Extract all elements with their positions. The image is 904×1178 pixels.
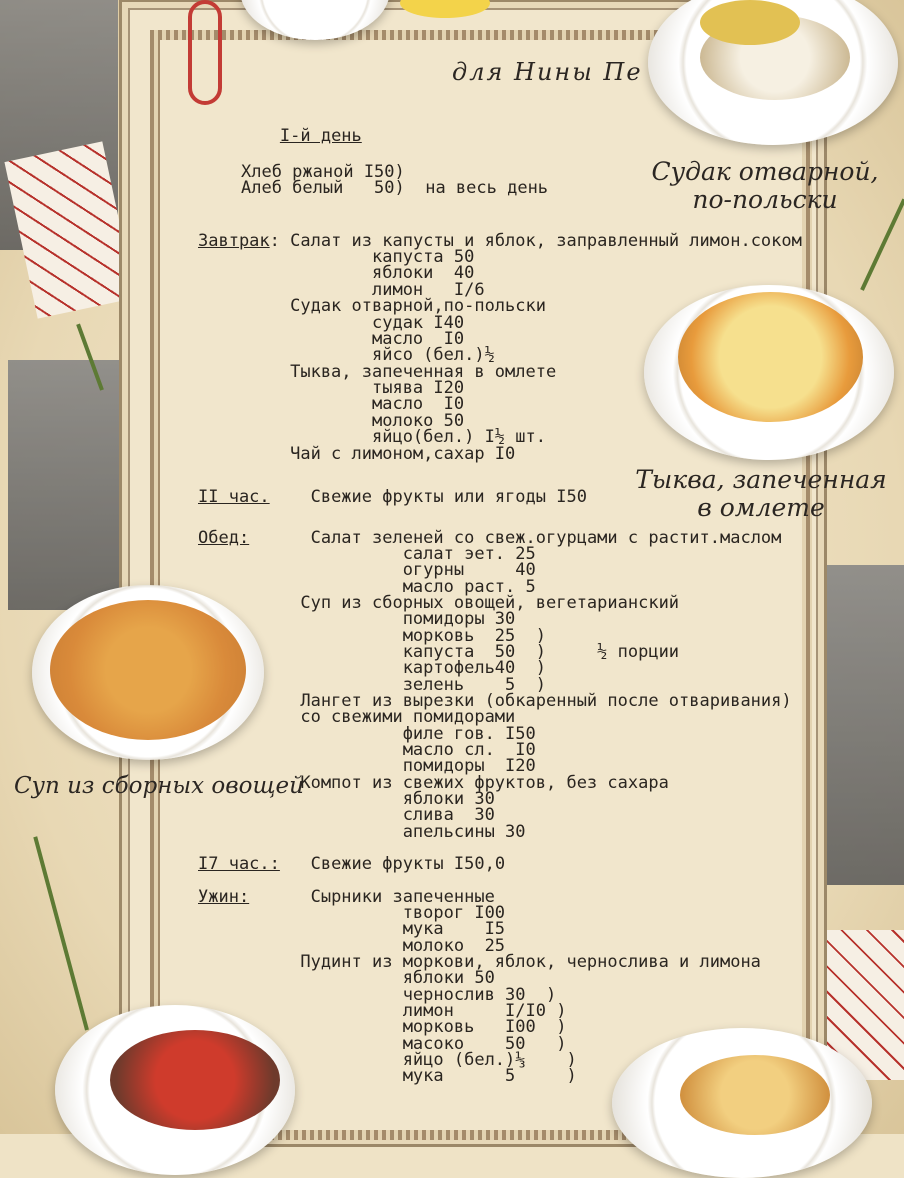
menu-line: огурны 40 <box>198 560 536 580</box>
left-photo-woman <box>8 360 120 610</box>
menu-line: Чай с лимоном,сахар I0 <box>198 444 516 464</box>
menu-line: Компот из свежих фруктов, без сахара <box>198 773 669 793</box>
menu-line: масло раст. 5 <box>198 577 536 597</box>
menu-line: молоко 25 <box>198 936 506 956</box>
menu-line: яйсо (бел.)½ <box>198 345 495 365</box>
menu-line: лимон I/6 <box>198 280 485 300</box>
menu-line: яблоки 40 <box>198 263 475 283</box>
menu-line: морковь I00 ) <box>198 1017 567 1037</box>
menu-line: филе гов. I50 <box>198 724 536 744</box>
menu-line: тыява I20 <box>198 378 465 398</box>
dedication-text: для Нины Пе <box>452 58 643 86</box>
menu-line: зелень 5 ) <box>198 675 546 695</box>
menu-line: Лангет из вырезки (обкаренный после отваривания) <box>198 691 792 711</box>
menu-line: лимон I/I0 ) <box>198 1001 567 1021</box>
menu-line: судак I40 <box>198 313 465 333</box>
menu-line: яблоки 50 <box>198 968 495 988</box>
caption-tykva-line1: Тыква, запеченная <box>635 465 887 494</box>
caption-sudak-line2: по-польски <box>692 185 838 214</box>
menu-line: помидоры I20 <box>198 756 536 776</box>
menu-line: масло I0 <box>198 394 465 414</box>
potatoes-icon <box>700 0 800 45</box>
menu-line: апельсины 30 <box>198 822 526 842</box>
menu-line: морковь 25 ) <box>198 626 546 646</box>
pumpkin-omelet-icon <box>678 292 863 422</box>
menu-line: I7 час.: Свежие фрукты I50,0 <box>198 854 506 874</box>
menu-line: Ужин: Сырники запеченные <box>198 887 495 907</box>
caption-sup: Суп из сборных овощей <box>14 773 304 799</box>
menu-line: молоко 50 <box>198 411 465 431</box>
menu-line: чернослив 30 ) <box>198 985 557 1005</box>
paperclip-icon <box>188 0 222 105</box>
menu-line: II час. Свежие фрукты или ягоды I50 <box>198 487 587 507</box>
menu-line: масло сл. I0 <box>198 740 536 760</box>
menu-line: слива 30 <box>198 805 495 825</box>
menu-line: мука I5 <box>198 919 506 939</box>
menu-line: Тыква, запеченная в омлете <box>198 362 557 382</box>
menu-line: со свежими помидорами <box>198 707 516 727</box>
menu-line: Судак отварной,по-польски <box>198 296 546 316</box>
caption-tykva-line2: в омлете <box>697 493 825 522</box>
menu-line: Обед: Салат зеленей со свеж.огурцами с растит.маслом <box>198 528 782 548</box>
menu-line: Завтрак: Салат из капусты и яблок, заправленный лимон.соком <box>198 231 802 251</box>
menu-line: яйцо(бел.) I½ шт. <box>198 427 546 447</box>
menu-line: картофель40 ) <box>198 658 546 678</box>
right-photo-woman <box>822 565 904 885</box>
syrniki-icon <box>680 1055 830 1135</box>
menu-line: Суп из сборных овощей, вегетарианский <box>198 593 680 613</box>
menu-line: яблоки 30 <box>198 789 495 809</box>
menu-line: капуста 50 <box>198 247 475 267</box>
caption-sudak-line1: Судак отварной, <box>651 157 879 186</box>
menu-line: масло I0 <box>198 329 465 349</box>
menu-line: творог I00 <box>198 903 506 923</box>
menu-line: Алеб белый 50) на весь день <box>241 178 549 198</box>
menu-line: Пудинт из моркови, яблок, чернослива и лимона <box>198 952 761 972</box>
menu-line: салат эет. 25 <box>198 544 536 564</box>
menu-line: яйцо (бел.)⅓ ) <box>198 1050 577 1070</box>
menu-line: Хлеб ржаной I50) <box>241 162 405 182</box>
menu-line: помидоры 30 <box>198 609 516 629</box>
menu-line: масоко 50 ) <box>198 1034 567 1054</box>
menu-line: капуста 50 ) ½ порции <box>198 642 680 662</box>
menu-line: I-й день <box>279 126 362 146</box>
menu-line: мука 5 ) <box>198 1066 577 1086</box>
